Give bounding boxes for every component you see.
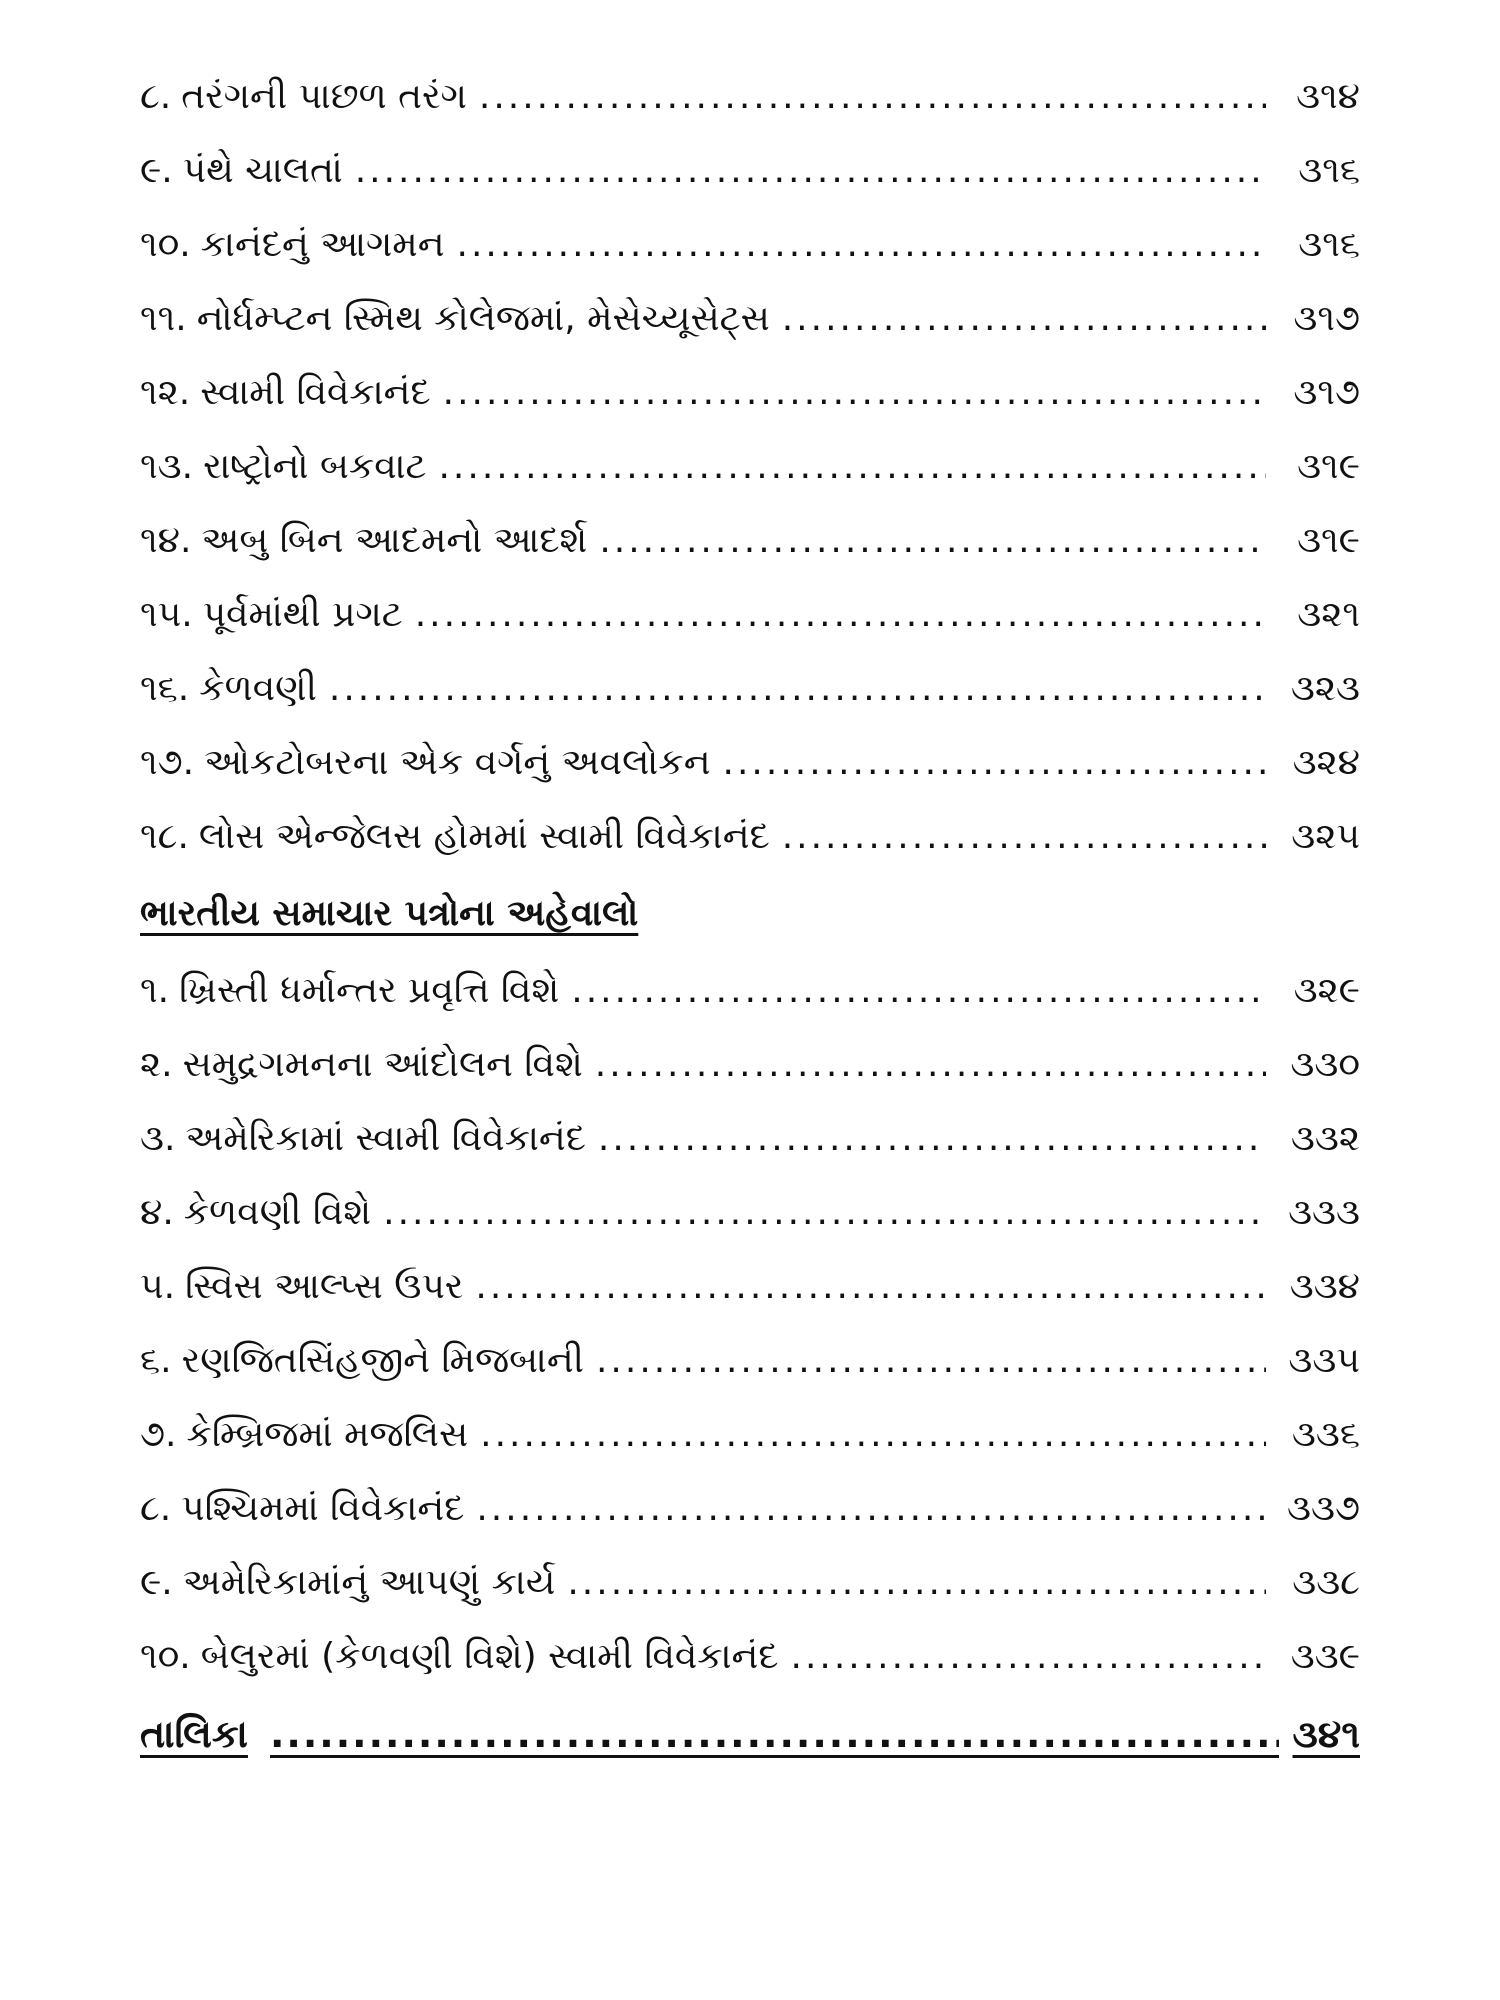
toc-entry-number: ૮. — [140, 76, 172, 117]
toc-entry-page: ૩૨૯ — [1293, 970, 1360, 1011]
toc-entry-page: ૩૪૧ — [1292, 1712, 1360, 1756]
toc-entry-number: ૧૦. — [140, 224, 191, 265]
toc-entry-page: ૩૩૭ — [1287, 1488, 1360, 1529]
dot-leader — [457, 208, 1266, 282]
toc-entry[interactable] — [140, 282, 1360, 356]
toc-section-two — [140, 954, 1360, 1694]
toc-entry[interactable] — [140, 954, 1360, 1028]
toc-entry-number: ૧૧. — [140, 298, 187, 339]
toc-entry-page: ૩૧૭ — [1293, 298, 1360, 339]
toc-entry-title: અબુ બિન આદમનો આદર્શ — [201, 520, 588, 561]
toc-entry-title: તાલિકા — [140, 1712, 248, 1756]
toc-entry[interactable] — [140, 1028, 1360, 1102]
toc-entry-number: ૧૭. — [140, 742, 195, 783]
toc-entry[interactable] — [140, 652, 1360, 726]
dot-leader — [571, 954, 1266, 1028]
toc-entry[interactable] — [140, 1102, 1360, 1176]
dot-leader — [443, 356, 1266, 430]
dot-leader — [567, 1546, 1266, 1620]
toc-entry[interactable] — [140, 134, 1360, 208]
toc-entry-page: ૩૩૫ — [1288, 1340, 1360, 1381]
toc-entry-page: ૩૨૪ — [1292, 742, 1360, 783]
toc-entry-title: રાષ્ટ્રોનો બકવાટ — [203, 446, 427, 487]
dot-leader — [595, 1028, 1266, 1102]
toc-entry-page: ૩૧૪ — [1296, 76, 1360, 117]
toc-entry-title: ઓકટોબરના એક વર્ગનું અવલોકન — [204, 742, 711, 783]
toc-entry[interactable] — [140, 726, 1360, 800]
toc-entry[interactable] — [140, 1546, 1360, 1620]
toc-entry[interactable] — [140, 578, 1360, 652]
toc-entry-page: ૩૨૩ — [1290, 668, 1360, 709]
dot-leader — [791, 1620, 1267, 1694]
toc-entry[interactable] — [140, 1176, 1360, 1250]
toc-entry-title: પૂર્વમાંથી પ્રગટ — [202, 594, 403, 635]
section-heading: ભારતીય સમાચાર પત્રોના અહેવાલો — [140, 893, 639, 934]
toc-entry[interactable] — [140, 60, 1360, 134]
toc-entry[interactable] — [140, 1472, 1360, 1546]
dot-leader — [782, 282, 1266, 356]
toc-entry-number: ૩. — [140, 1118, 176, 1159]
toc-entry-number: ૧૦. — [140, 1636, 191, 1677]
dot-leader — [599, 504, 1266, 578]
toc-entry-number: ૯. — [140, 150, 173, 191]
dot-leader — [415, 578, 1266, 652]
toc-entry-page: ૩૧૯ — [1297, 446, 1360, 487]
toc-entry-number: ૮. — [140, 1488, 172, 1529]
toc-entry[interactable] — [140, 208, 1360, 282]
toc-entry-number: ૪. — [140, 1192, 174, 1233]
toc-section-one — [140, 60, 1360, 874]
dot-leader — [476, 1472, 1266, 1546]
toc-entry-page: ૩૧૯ — [1297, 520, 1360, 561]
dot-leader — [596, 1324, 1266, 1398]
toc-entry-title: તરંગની પાછળ તરંગ — [181, 76, 467, 117]
toc-entry-title: સ્વામી વિવેકાનંદ — [200, 372, 431, 413]
toc-entry-title: પશ્ચિમમાં વિવેકાનંદ — [181, 1488, 465, 1529]
toc-entry-number: ૧૨. — [140, 372, 191, 413]
toc-entry-page: ૩૧૬ — [1298, 150, 1360, 191]
toc-entry-number: ૧૩. — [140, 446, 194, 487]
toc-entry[interactable] — [140, 800, 1360, 874]
toc-entry-number: ૬. — [140, 1340, 172, 1381]
dot-leader — [598, 1102, 1266, 1176]
toc-entry-page: ૩૩૨ — [1290, 1118, 1360, 1159]
toc-entry-title: લોસ એન્જેલસ હોમમાં સ્વામી વિવેકાનંદ — [198, 816, 770, 857]
toc-entry-title: નોર્ધમ્પ્ટન સ્મિથ કોલેજમાં, મેસેચ્યૂસેટ્સ — [196, 298, 770, 339]
toc-entry-title: પંથે ચાલતાં — [182, 150, 343, 191]
toc-entry-number: ૧૪. — [140, 520, 192, 561]
toc-entry-title: કેળવણી વિશે — [183, 1192, 372, 1233]
toc-entry-page: ૩૩૯ — [1290, 1636, 1360, 1677]
toc-entry-number: ૧. — [140, 970, 170, 1011]
toc-entry-page: ૩૨૧ — [1297, 594, 1360, 635]
toc-entry-number: ૧૮. — [140, 816, 189, 857]
toc-entry-title: ખ્રિસ્તી ધર્માન્તર પ્રવૃત્તિ વિશે — [179, 970, 560, 1011]
toc-entry-title: અમેરિકામાંનું આપણું કાર્ય — [182, 1562, 556, 1603]
toc-entry-title: સમુદ્રગમનના આંદોલન વિશે — [182, 1044, 583, 1085]
toc-entry-title: કેમ્બ્રિજમાં મજલિસ — [186, 1414, 469, 1455]
toc-entry-title: કાનંદનું આગમન — [200, 224, 445, 265]
toc-entry[interactable] — [140, 1250, 1360, 1324]
toc-index-entry[interactable] — [140, 1694, 1360, 1774]
dot-leader — [782, 800, 1266, 874]
dot-leader — [438, 430, 1266, 504]
toc-entry-page: ૩૩૦ — [1290, 1044, 1360, 1085]
toc-entry[interactable] — [140, 504, 1360, 578]
dot-leader — [723, 726, 1266, 800]
table-of-contents — [140, 60, 1360, 1774]
toc-entry-page: ૩૩૬ — [1291, 1414, 1360, 1455]
toc-entry-title: સ્વિસ આલ્પ્સ ઉપર — [185, 1266, 464, 1307]
toc-entry[interactable] — [140, 356, 1360, 430]
toc-entry-page: ૩૩૪ — [1289, 1266, 1360, 1307]
toc-entry-number: ૧૫. — [140, 594, 193, 635]
toc-entry[interactable] — [140, 1620, 1360, 1694]
toc-entry-page: ૩૧૭ — [1293, 372, 1360, 413]
toc-entry-title: બેલુરમાં (કેળવણી વિશે) સ્વામી વિવેકાનંદ — [200, 1636, 779, 1677]
toc-entry-page: ૩૩૮ — [1292, 1562, 1360, 1603]
dot-leader — [383, 1176, 1266, 1250]
dot-leader — [355, 134, 1266, 208]
toc-entry[interactable] — [140, 1398, 1360, 1472]
dot-leader — [329, 652, 1266, 726]
toc-entry-page: ૩૧૬ — [1298, 224, 1360, 265]
toc-entry-title: કેળવણી — [199, 668, 317, 709]
toc-entry-number: ૭. — [140, 1414, 177, 1455]
toc-entry-number: ૯. — [140, 1562, 173, 1603]
dot-leader — [479, 60, 1266, 134]
toc-entry-number: ૨. — [140, 1044, 173, 1085]
toc-entry[interactable] — [140, 430, 1360, 504]
toc-entry-page: ૩૩૩ — [1288, 1192, 1360, 1233]
toc-entry-title: રણજિતસિંહજીને મિજબાની — [181, 1340, 584, 1381]
dot-leader — [270, 1694, 1279, 1774]
dot-leader — [480, 1398, 1266, 1472]
toc-entry-page: ૩૨૫ — [1291, 816, 1360, 857]
toc-entry-title: અમેરિકામાં સ્વામી વિવેકાનંદ — [185, 1118, 586, 1159]
toc-entry-number: ૫. — [140, 1266, 176, 1307]
toc-entry[interactable] — [140, 1324, 1360, 1398]
dot-leader — [475, 1250, 1266, 1324]
toc-entry-number: ૧૬. — [140, 668, 190, 709]
